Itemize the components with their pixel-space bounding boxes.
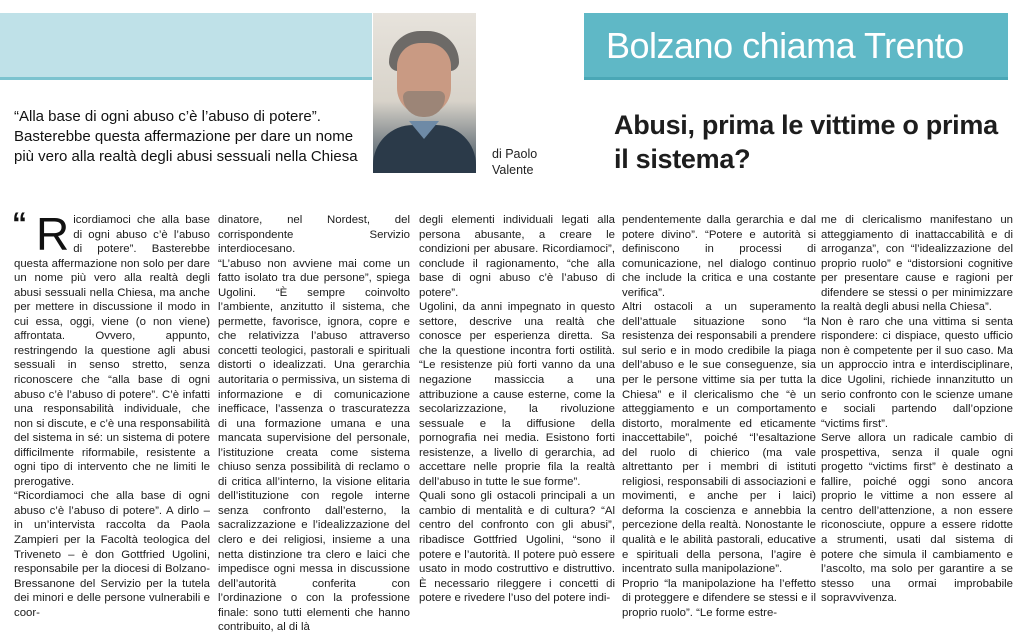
drop-cap: R xyxy=(36,208,70,260)
article-column-5 xyxy=(821,213,1013,605)
article-headline: Abusi, prima le vittime o prima il sistema? xyxy=(614,110,998,174)
intro-pull-quote: “Alla base di ogni abuso c’è l’abuso di potere”. Basterebbe questa affermazione per dare un nome più vero alla realtà degli abusi sessuali nella Chiesa xyxy=(14,108,358,165)
paragraph: Quali sono gli ostacoli principali a un cambio di mentalità e di cultura? “Al centro del confronto con gli abusi”, ribadisce Gottfried Ugolini, “sono il potere e l’autorità. Il potere può essere usato in modo costruttivo e distruttivo. È necessario rileggere i concetti di potere e rivedere l’uso del potere indi- xyxy=(419,490,615,605)
byline-line-2: Valente xyxy=(492,163,534,177)
paragraph: Ugolini, da anni impegnato in questo settore, descrive una realtà che conosce per esperienza diretta. Sa che la questione incontra forti ostilità. “Le resistenze più forti vanno da una negazione massiccia a una attribuzione a cause esterne, come la secolarizzazione, la rivoluzione sessuale e la diffusione della pornografia nei media. Esistono forti resistenze, a livello di gerarchia, ad accettare nelle proprie fila la realtà dell’abuso in tutte le sue forme”. xyxy=(419,301,615,488)
paragraph: Non è raro che una vittima si senta rispondere: ci dispiace, questo ufficio non è competente per il suo caso. Ma un approccio intra e interdisciplinare, dice Ugolini, richiede innanzitutto un serio confronto con le scienze umane e sociali partendo dall’opzione “victims first”. xyxy=(821,315,1013,430)
paragraph: Serve allora un radicale cambio di prospettiva, senza il quale ogni progetto “victims first” è destinato a fallire, poiché oggi sono ancora proprio le vittime a non essere al centro dell’attenzione, a non essere riconosciute, oppure a essere ridotte a strumenti, usati dal sistema di potere che simula il cambiamento e l’ascolto, ma solo per garantire a se stesso una ormai improbabile sopravvivenza. xyxy=(821,432,1013,605)
paragraph: dinatore, nel Nordest, del corrispondente Servizio interdiocesano. xyxy=(218,214,410,256)
paragraph: “L’abuso non avviene mai come un fatto isolato tra due persone”, spiega Ugolini. “È sempre coinvolto l’ambiente, anzitutto il sistema, che permette, favorisce, ignora, copre e che relativizza l’abuso attraverso concetti teologici, pastorali e spirituali distorti o idealizzati. Una gerarchia autoritaria o permissiva, un sistema di informazione e di comunicazione inefficace, l’assenza o trascuratezza di una formazione umana e una mancata supervisione del personale, l’istituzione creata come sistema chiuso senza possibilità di reclamo o di critica all’interno, la visione elitaria dell’istituzione con regole interne senza confronto dall’esterno, la sacralizzazione e l’idealizzazione del clero e dei religiosi, insieme a una netta distinzione tra clero e laici che impedisce ogni messa in discussione dell’autorità conferita con l’ordinazione o con la professione finale: sono tutti elementi che hanno contribuito, al di là xyxy=(218,257,410,634)
header-rule-right xyxy=(584,77,1008,80)
author-portrait xyxy=(373,13,476,173)
paragraph: degli elementi individuali legati alla persona abusante, a creare le condizioni per abusare. Ricordiamoci”, conclude il ragionamento, “che alla base di ogni abuso c’è l’abuso di potere”. xyxy=(419,214,615,299)
byline-line-1: di Paolo xyxy=(492,147,538,161)
paragraph: me di clericalismo manifestano un atteggiamento di inattaccabilità e di arroganza”, con “l’idealizzazione del proprio ruolo” e “distorsioni cognitive per presentare cause e ragioni per difendere se stessi o per minimizzare la realtà degli abusi nella Chiesa”. xyxy=(821,214,1013,314)
header-band-left xyxy=(0,13,372,77)
article-column-1 xyxy=(12,207,210,619)
section-title: Bolzano chiama Trento xyxy=(606,25,964,66)
byline xyxy=(492,146,572,178)
article-column-3 xyxy=(419,213,615,605)
header-rule-left xyxy=(0,77,372,80)
paragraph: Proprio “la manipolazione ha l’effetto di proteggere e difendere se stessi e il proprio ruolo”. “Le forme estre- xyxy=(622,577,816,619)
paragraph: Altri ostacoli a un superamento dell’attuale situazione sono “la resistenza dei responsabili a prendere sul serio e in modo credibile la piaga dell’abuso e le sue conseguenze, sia per le persone vittime sia per tutta la Chiesa” e il clericalismo che “è un atteggiamento e un comportamento distorto, moralmente ed eticamente inaccettabile”, poiché “l’esaltazione del ruolo di chierico (ma vale altrettanto per i membri di istituti religiosi, responsabili di associazioni e movimenti, e anche per i laici) deforma la coscienza e annebbia la percezione della realtà. Nonostante le qualità e le abilità pastorali, educative e spirituali della persona, l’agire è incentrato sulla manipolazione”. xyxy=(622,301,816,576)
paragraph: icordiamoci che alla base di ogni abuso c’è l’abuso di potere”. Basterebbe questa affermazione non solo per dare un nome più vero alla realtà degli abusi sessuali nella Chiesa, ma anche per mettere in discussione il modo in cui essa, oggi, viene (o non viene) affrontata. Ovvero, appunto, restringendo la questione agli abusi sessuali in senso stretto, senza riconoscere che “alla base di ogni abuso c’è l’abuso di potere”. C’è infatti una responsabilità individuale, che non si discute, e c’è una responsabilità del sistema in sé: un sistema di potere difficilmente riformabile, resistente a ogni tipo di intervento che ne limiti le prerogative. xyxy=(14,214,210,488)
article-column-2 xyxy=(218,213,410,634)
article-column-4 xyxy=(622,213,816,619)
opening-quote-mark: “ xyxy=(12,207,27,240)
paragraph: “Ricordiamoci che alla base di ogni abuso c’è l’abuso di potere”. A dirlo – in un’intervista raccolta da Paola Zampieri per la Facoltà teologica del Triveneto – è don Gottfried Ugolini, responsabile per la diocesi di Bolzano-Bressanone del Servizio per la tutela dei minori e delle persone vulnerabili e coor- xyxy=(14,490,210,619)
paragraph: pendentemente dalla gerarchia e dal potere divino”. “Potere e autorità si definiscono in processi di comunicazione, nel dialogo continuo che include la critica e una costante verifica”. xyxy=(622,214,816,299)
